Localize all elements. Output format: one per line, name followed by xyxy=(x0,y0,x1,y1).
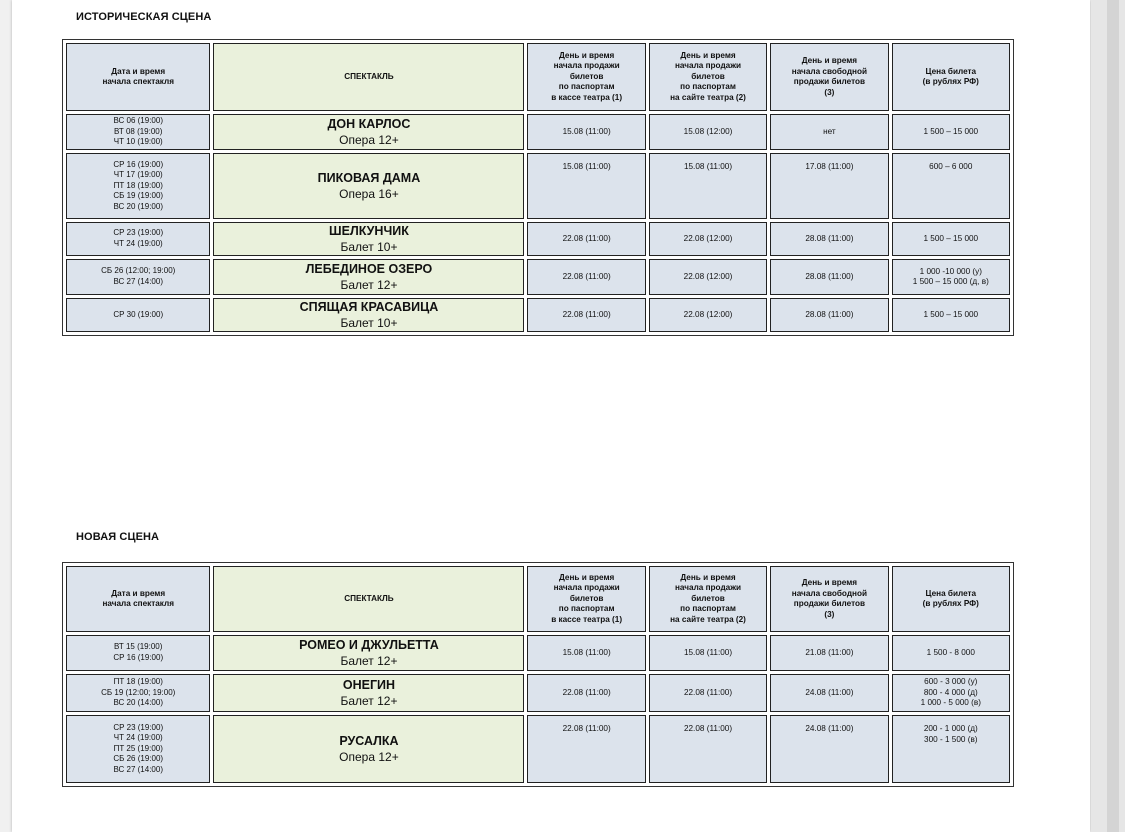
ticket-price-line: 200 - 1 000 (д) xyxy=(923,724,978,733)
box-office-sale-cell: 15.08 (11:00) xyxy=(527,153,645,219)
performance-title: ДОН КАРЛОС xyxy=(327,116,411,131)
performance-date: ВТ 08 (19:00) xyxy=(114,126,163,136)
performance-dates-cell xyxy=(66,674,210,712)
website-sale-cell: 15.08 (11:00) xyxy=(649,635,767,671)
header-line: День и время xyxy=(558,50,615,60)
performance-dates-cell xyxy=(66,114,210,150)
performance-genre: Опера 12+ xyxy=(339,749,399,764)
performance-date: СР 23 (19:00) xyxy=(113,722,164,732)
ticket-price-line: 1 500 – 15 000 xyxy=(923,233,979,243)
historic-stage-heading: ИСТОРИЧЕСКАЯ СЦЕНА xyxy=(76,11,212,23)
header-line: Дата и время xyxy=(111,588,166,598)
performance-date: ВС 20 (19:00) xyxy=(113,201,163,211)
table-row xyxy=(66,259,1010,295)
performance-date: ЧТ 24 (19:00) xyxy=(113,239,163,248)
header-line: билетов xyxy=(569,593,604,603)
ticket-price-cell xyxy=(892,635,1010,671)
performance-genre: Балет 12+ xyxy=(340,653,398,668)
header-play: СПЕКТАКЛЬ xyxy=(213,566,524,632)
ticket-price-cell xyxy=(892,298,1010,332)
performance-genre: Балет 10+ xyxy=(340,239,398,254)
performance-title: РУСАЛКА xyxy=(339,733,399,748)
performance-title: ПИКОВАЯ ДАМА xyxy=(317,170,421,185)
header-line: в кассе театра (1) xyxy=(551,614,623,624)
header-price xyxy=(892,566,1010,632)
header-line: День и время xyxy=(801,56,858,65)
table-header-row xyxy=(66,43,1010,111)
free-sale-cell: 17.08 (11:00) xyxy=(770,153,888,219)
performance-date: ВС 27 (14:00) xyxy=(113,764,163,774)
header-line: Цена билета xyxy=(925,588,977,598)
table-header-row xyxy=(66,566,1010,632)
free-sale-cell: нет xyxy=(770,114,888,150)
box-office-sale-cell: 22.08 (11:00) xyxy=(527,715,645,783)
performance-date: ПТ 18 (19:00) xyxy=(113,677,163,687)
header-website xyxy=(649,566,767,632)
box-office-sale-cell: 15.08 (11:00) xyxy=(527,114,645,150)
header-line: Дата и время xyxy=(111,66,166,76)
performance-date: ВС 20 (14:00) xyxy=(113,698,163,708)
header-line: по паспортам xyxy=(680,82,736,92)
header-line: День и время xyxy=(680,572,736,582)
ticket-price-line: 600 - 3 000 (у) xyxy=(924,677,978,687)
performance-cell xyxy=(213,222,524,256)
table-row xyxy=(66,715,1010,783)
header-line: по паспортам xyxy=(558,604,615,614)
performance-cell xyxy=(213,715,524,783)
box-office-sale-cell: 22.08 (11:00) xyxy=(527,674,645,712)
vertical-scrollbar[interactable] xyxy=(1107,0,1119,832)
website-sale-cell: 22.08 (11:00) xyxy=(649,715,767,783)
performance-title: ЛЕБЕДИНОЕ ОЗЕРО xyxy=(305,261,433,276)
performance-genre: Опера 12+ xyxy=(339,132,399,147)
header-line: (в рублях РФ) xyxy=(922,599,979,608)
header-line: начала продажи xyxy=(674,583,742,593)
performance-date: ЧТ 24 (19:00) xyxy=(113,733,163,743)
header-line: Цена билета xyxy=(925,66,977,76)
ticket-price-line: 1 000 -10 000 (у) xyxy=(919,266,982,276)
header-line: (3) xyxy=(824,87,835,97)
header-line: продажи билетов xyxy=(793,77,866,86)
performance-date: ПТ 25 (19:00) xyxy=(113,743,163,753)
free-sale-cell: 28.08 (11:00) xyxy=(770,259,888,295)
performance-title: ОНЕГИН xyxy=(342,677,396,692)
header-line: День и время xyxy=(680,50,736,60)
performance-date: СБ 19 (12:00; 19:00) xyxy=(101,687,176,697)
header-line: начала спектакля xyxy=(102,77,174,86)
historic-stage-table xyxy=(62,39,1014,336)
header-line: билетов xyxy=(691,593,725,603)
header-line: (3) xyxy=(824,609,835,619)
header-box-office xyxy=(527,566,645,632)
performance-dates-cell xyxy=(66,715,210,783)
header-price xyxy=(892,43,1010,111)
performance-dates-cell xyxy=(66,259,210,295)
box-office-sale-cell: 22.08 (11:00) xyxy=(527,298,645,332)
free-sale-cell: 28.08 (11:00) xyxy=(770,298,888,332)
performance-genre: Балет 12+ xyxy=(340,277,398,292)
header-line: начала продажи xyxy=(674,61,742,71)
performance-cell xyxy=(213,635,524,671)
header-line: билетов xyxy=(691,71,725,81)
header-line: День и время xyxy=(801,578,858,587)
performance-cell xyxy=(213,298,524,332)
ticket-price-line: 1 000 - 5 000 (в) xyxy=(920,698,981,708)
new-stage-table xyxy=(62,562,1014,787)
performance-dates-cell xyxy=(66,298,210,332)
header-line: по паспортам xyxy=(558,82,615,92)
performance-date: ВТ 15 (19:00) xyxy=(114,642,163,652)
table-row xyxy=(66,114,1010,150)
website-sale-cell: 22.08 (12:00) xyxy=(649,259,767,295)
performance-dates-cell xyxy=(66,153,210,219)
performance-date: ВС 06 (19:00) xyxy=(113,116,163,126)
header-play: СПЕКТАКЛЬ xyxy=(213,43,524,111)
ticket-price-cell xyxy=(892,715,1010,783)
performance-date: ВС 27 (14:00) xyxy=(113,277,163,286)
website-sale-cell: 22.08 (12:00) xyxy=(649,222,767,256)
header-website xyxy=(649,43,767,111)
header-line: начала спектакля xyxy=(102,599,174,608)
performance-cell xyxy=(213,674,524,712)
header-box-office xyxy=(527,43,645,111)
table-row xyxy=(66,222,1010,256)
performance-genre: Балет 10+ xyxy=(340,315,398,330)
performance-cell xyxy=(213,114,524,150)
ticket-price-cell xyxy=(892,153,1010,219)
header-line: билетов xyxy=(569,71,604,81)
performance-cell xyxy=(213,259,524,295)
performance-date: СР 30 (19:00) xyxy=(113,309,164,319)
free-sale-cell: 21.08 (11:00) xyxy=(770,635,888,671)
header-line: на сайте театра (2) xyxy=(670,614,746,624)
performance-cell xyxy=(213,153,524,219)
table-row xyxy=(66,153,1010,219)
header-line: на сайте театра (2) xyxy=(670,92,746,102)
box-office-sale-cell: 22.08 (11:00) xyxy=(527,222,645,256)
performance-date: ЧТ 17 (19:00) xyxy=(113,170,163,180)
ticket-price-line: 300 - 1 500 (в) xyxy=(924,734,978,744)
header-line: по паспортам xyxy=(680,604,736,614)
ticket-price-line: 600 – 6 000 xyxy=(929,162,973,171)
performance-date: СБ 26 (19:00) xyxy=(113,754,164,764)
performance-title: ШЕЛКУНЧИК xyxy=(329,223,409,238)
header-line: начала свободной xyxy=(791,66,868,76)
performance-title: РОМЕО И ДЖУЛЬЕТТА xyxy=(299,637,439,652)
performance-date: ЧТ 10 (19:00) xyxy=(113,137,163,147)
ticket-price-cell xyxy=(892,222,1010,256)
header-line: (в рублях РФ) xyxy=(922,77,979,86)
free-sale-cell: 24.08 (11:00) xyxy=(770,674,888,712)
performance-genre: Опера 16+ xyxy=(339,186,399,201)
header-line: начала свободной xyxy=(791,588,868,598)
header-line: продажи билетов xyxy=(793,599,866,608)
ticket-price-cell xyxy=(892,114,1010,150)
table-row xyxy=(66,635,1010,671)
website-sale-cell: 15.08 (11:00) xyxy=(649,153,767,219)
performance-date: СР 23 (19:00) xyxy=(113,228,164,238)
performance-date: СР 16 (19:00) xyxy=(113,653,164,662)
header-date xyxy=(66,43,210,111)
table-row xyxy=(66,298,1010,332)
header-line: в кассе театра (1) xyxy=(551,92,623,102)
performance-title: СПЯЩАЯ КРАСАВИЦА xyxy=(299,299,439,314)
performance-dates-cell xyxy=(66,222,210,256)
free-sale-cell: 24.08 (11:00) xyxy=(770,715,888,783)
free-sale-cell: 28.08 (11:00) xyxy=(770,222,888,256)
website-sale-cell: 22.08 (12:00) xyxy=(649,298,767,332)
ticket-price-cell xyxy=(892,259,1010,295)
box-office-sale-cell: 22.08 (11:00) xyxy=(527,259,645,295)
ticket-price-line: 1 500 – 15 000 xyxy=(923,309,979,319)
performance-date: ПТ 18 (19:00) xyxy=(113,180,163,190)
ticket-price-line: 800 - 4 000 (д) xyxy=(923,687,978,697)
ticket-price-cell xyxy=(892,674,1010,712)
website-sale-cell: 15.08 (12:00) xyxy=(649,114,767,150)
header-line: начала продажи xyxy=(553,61,620,71)
performance-date: СБ 26 (12:00; 19:00) xyxy=(101,266,176,276)
performance-dates-cell xyxy=(66,635,210,671)
ticket-price-line: 1 500 – 15 000 xyxy=(923,126,979,136)
header-line: начала продажи xyxy=(553,583,620,593)
box-office-sale-cell: 15.08 (11:00) xyxy=(527,635,645,671)
performance-date: СР 16 (19:00) xyxy=(113,159,164,169)
header-line: День и время xyxy=(558,572,615,582)
ticket-price-line: 1 500 – 15 000 (д, в) xyxy=(912,277,989,286)
website-sale-cell: 22.08 (11:00) xyxy=(649,674,767,712)
header-free-sale xyxy=(770,43,888,111)
header-date xyxy=(66,566,210,632)
performance-genre: Балет 12+ xyxy=(340,693,398,708)
performance-date: СБ 19 (19:00) xyxy=(113,191,164,201)
header-free-sale xyxy=(770,566,888,632)
table-row xyxy=(66,674,1010,712)
new-stage-heading: НОВАЯ СЦЕНА xyxy=(76,531,160,543)
ticket-price-line: 1 500 - 8 000 xyxy=(926,647,975,657)
